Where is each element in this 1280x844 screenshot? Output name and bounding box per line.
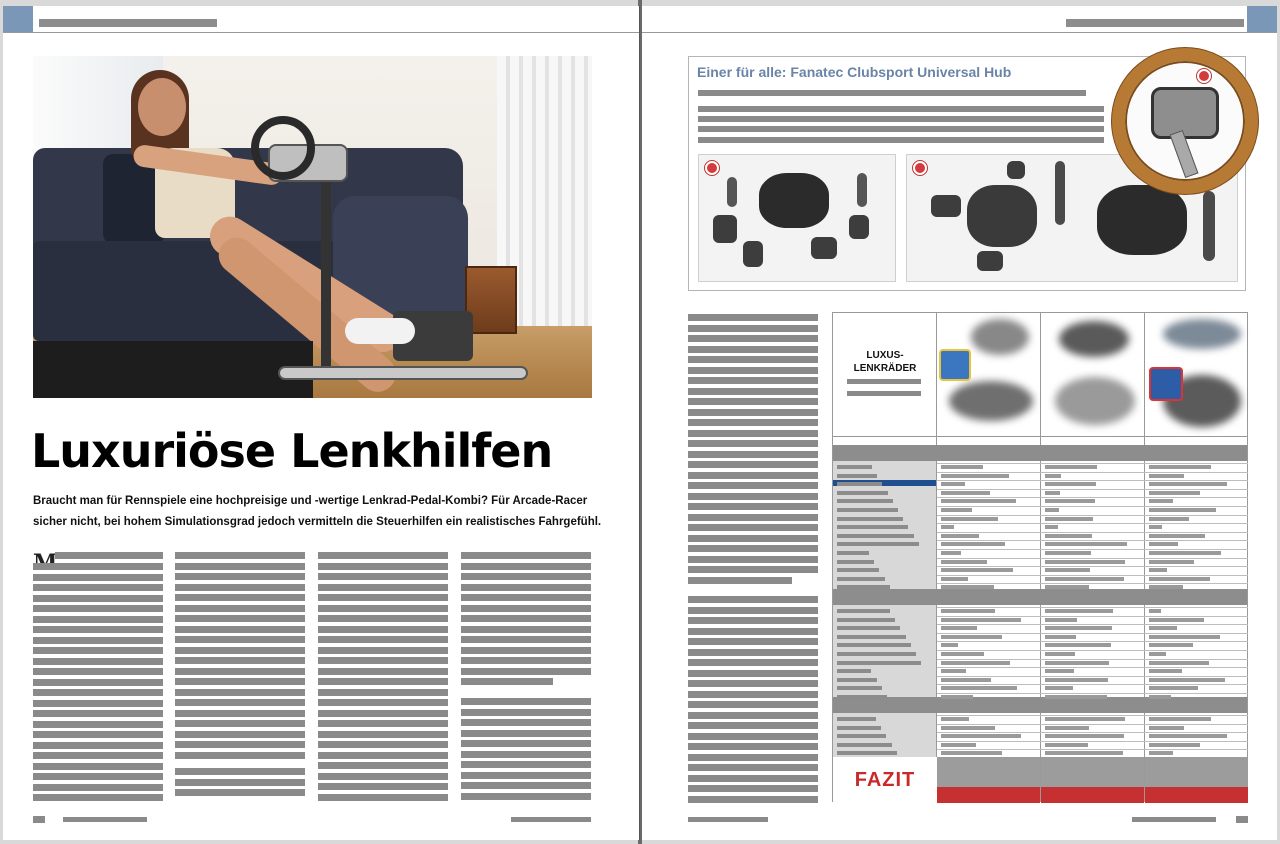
text-line: [688, 419, 818, 426]
text-line: [688, 409, 818, 416]
text-line: [688, 733, 818, 740]
text-line: [318, 783, 448, 790]
page-tab-right: [1247, 6, 1277, 32]
text-line: [688, 596, 818, 603]
text-line: [318, 563, 448, 570]
text-line: [33, 773, 163, 780]
text-line: [688, 356, 818, 363]
text-line: [175, 779, 305, 786]
text-line: [688, 461, 818, 468]
text-line: [461, 678, 553, 685]
text-line: [688, 754, 818, 761]
text-line: [33, 679, 163, 686]
text-line: [175, 689, 305, 696]
text-line: [688, 701, 818, 708]
text-line: [461, 709, 591, 716]
text-line: [318, 615, 448, 622]
text-line: [175, 657, 305, 664]
text-line: [33, 721, 163, 728]
text-line: [175, 678, 305, 685]
text-line: [688, 659, 818, 666]
text-line: [461, 647, 591, 654]
text-line: [318, 762, 448, 769]
text-line: [688, 617, 818, 624]
table-section-band: [833, 589, 1247, 605]
text-line: [318, 794, 448, 801]
text-line: [688, 796, 818, 803]
text-line: [33, 658, 163, 665]
text-line: [688, 545, 818, 552]
footer-right: [511, 817, 591, 822]
award-badge: [939, 349, 971, 381]
text-line: [698, 106, 1104, 112]
text-line: [175, 636, 305, 643]
text-line: [688, 722, 818, 729]
text-line: [688, 649, 818, 656]
text-line: [33, 784, 163, 791]
text-line: [688, 314, 818, 321]
hub-image-1: [698, 154, 896, 282]
text-line: [175, 789, 305, 796]
footer-left-right-page: [688, 817, 768, 822]
text-line: [461, 594, 591, 601]
fazit-label: FAZIT: [833, 757, 937, 803]
article-title: Luxuriöse Lenkhilfen: [31, 424, 553, 478]
text-line: [33, 731, 163, 738]
text-line: [688, 451, 818, 458]
text-line: [33, 647, 163, 654]
text-line: [461, 668, 591, 675]
text-line: [688, 764, 818, 771]
text-line: [33, 637, 163, 644]
award-badge: [1149, 367, 1183, 401]
text-line: [33, 574, 163, 581]
text-line: [461, 772, 591, 779]
text-line: [688, 712, 818, 719]
text-line: [33, 605, 163, 612]
text-line: [318, 689, 448, 696]
text-line: [33, 763, 163, 770]
table-section-band: [833, 445, 1247, 461]
text-line: [318, 773, 448, 780]
text-line: [688, 566, 818, 573]
text-line: [175, 605, 305, 612]
page-tab-left: [3, 6, 33, 32]
text-line: [688, 440, 818, 447]
text-line: [318, 626, 448, 633]
marker-dot-icon: [913, 161, 927, 175]
footer-right-right-page: [1132, 817, 1216, 822]
text-line: [33, 668, 163, 675]
text-line: [33, 563, 163, 570]
text-line: [688, 743, 818, 750]
text-line: [688, 691, 818, 698]
text-line: [688, 556, 818, 563]
text-line: [318, 741, 448, 748]
left-page: [3, 6, 640, 840]
text-line: [318, 573, 448, 580]
text-line: [33, 752, 163, 759]
page-number-box: [33, 816, 45, 823]
header-rubric-right: [1066, 19, 1244, 27]
text-line: [33, 626, 163, 633]
text-line: [698, 90, 1086, 96]
text-line: [461, 657, 591, 664]
text-line: [688, 430, 818, 437]
text-line: [175, 563, 305, 570]
text-line: [688, 785, 818, 792]
marker-dot-icon: [1197, 69, 1211, 83]
text-line: [175, 573, 305, 580]
footer-left: [63, 817, 147, 822]
text-line: [688, 398, 818, 405]
text-line: [318, 710, 448, 717]
text-line: [175, 647, 305, 654]
text-line: [688, 775, 818, 782]
text-line: [175, 731, 305, 738]
text-line: [688, 628, 818, 635]
text-line: [461, 615, 591, 622]
text-line: [461, 782, 591, 789]
text-line: [688, 377, 818, 384]
text-line: [33, 710, 163, 717]
text-line: [688, 680, 818, 687]
header-rule-right: [642, 32, 1277, 33]
text-line: [461, 584, 591, 591]
text-line: [318, 699, 448, 706]
text-line: [33, 595, 163, 602]
text-line: [461, 552, 591, 559]
text-line: [688, 607, 818, 614]
text-line: [688, 524, 818, 531]
text-line: [461, 573, 591, 580]
text-line: [33, 584, 163, 591]
text-line: [688, 346, 818, 353]
header-rule: [3, 32, 639, 33]
text-line: [33, 794, 163, 801]
steering-wheel-icon: [1112, 48, 1258, 194]
text-line: [688, 367, 818, 374]
text-line: [175, 615, 305, 622]
text-line: [33, 742, 163, 749]
text-line: [318, 647, 448, 654]
table-section-band: [833, 697, 1247, 713]
text-line: [698, 116, 1104, 122]
text-line: [688, 514, 818, 521]
text-line: [461, 751, 591, 758]
article-lead: Braucht man für Rennspiele eine hochpreisige und -wertige Lenkrad-Pedal-Kombi? Für Arcade-Racer sicher nicht, bei hohem Simulationsgrad jedoch vermitteln die Steuerhilfen ein realistisches Fahrgefühl.: [33, 495, 602, 528]
text-line: [175, 594, 305, 601]
comparison-table: [832, 312, 1248, 802]
header-rubric: [39, 19, 217, 27]
text-line: [175, 710, 305, 717]
text-line: [461, 636, 591, 643]
text-line: [33, 616, 163, 623]
text-line: [55, 552, 163, 559]
marker-dot-icon: [705, 161, 719, 175]
text-line: [33, 700, 163, 707]
text-line: [688, 325, 818, 332]
text-line: [461, 605, 591, 612]
text-line: [461, 793, 591, 800]
text-line: [318, 657, 448, 664]
text-line: [175, 741, 305, 748]
text-line: [318, 584, 448, 591]
text-line: [688, 335, 818, 342]
text-line: [688, 577, 792, 584]
text-line: [698, 126, 1104, 132]
text-line: [318, 594, 448, 601]
text-line: [318, 668, 448, 675]
text-line: [318, 731, 448, 738]
text-line: [688, 638, 818, 645]
text-line: [175, 720, 305, 727]
text-line: [698, 137, 1104, 143]
text-line: [175, 552, 305, 559]
steering-wheel-icon: [251, 116, 315, 180]
text-line: [318, 605, 448, 612]
right-page: [642, 6, 1277, 840]
text-line: [461, 563, 591, 570]
table-header-label: LUXUS- LENKRÄDER: [853, 350, 917, 374]
text-line: [318, 552, 448, 559]
text-line: [318, 720, 448, 727]
text-line: [175, 668, 305, 675]
text-line: [175, 752, 305, 759]
text-line: [461, 740, 591, 747]
text-line: [688, 503, 818, 510]
text-line: [318, 752, 448, 759]
text-line: [461, 698, 591, 705]
text-line: [688, 388, 818, 395]
text-line: [461, 626, 591, 633]
text-line: [461, 730, 591, 737]
text-line: [175, 699, 305, 706]
text-line: [461, 719, 591, 726]
article-photo: [33, 56, 592, 398]
text-line: [175, 626, 305, 633]
info-box-title: Einer für alle: Fanatec Clubsport Universal Hub: [697, 64, 1012, 80]
text-line: [688, 535, 818, 542]
text-line: [688, 670, 818, 677]
text-line: [688, 472, 818, 479]
text-line: [33, 689, 163, 696]
text-line: [318, 678, 448, 685]
text-line: [175, 584, 305, 591]
text-line: [688, 493, 818, 500]
page-number-box-right: [1236, 816, 1248, 823]
text-line: [461, 761, 591, 768]
text-line: [688, 482, 818, 489]
text-line: [318, 636, 448, 643]
text-line: [175, 768, 305, 775]
